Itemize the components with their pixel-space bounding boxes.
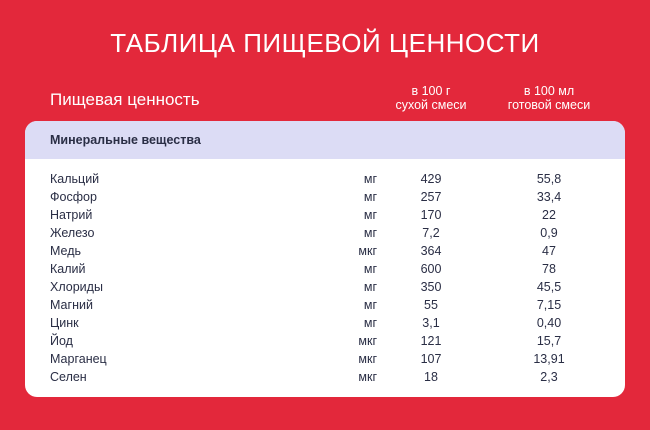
nutrient-name: Фосфор [50, 190, 97, 204]
nutrient-name: Натрий [50, 208, 93, 222]
value-dry: 18 [424, 370, 438, 384]
header-label: Пищевая ценность [50, 90, 200, 109]
table-rows [25, 171, 625, 387]
table-row [25, 351, 625, 369]
section-header [25, 121, 625, 159]
table-row [25, 261, 625, 279]
value-dry: 55 [424, 298, 438, 312]
unit-label: мг [363, 280, 377, 294]
column-header-dry-line1: в 100 г [411, 84, 451, 98]
value-dry: 257 [420, 190, 442, 204]
table-row [25, 297, 625, 315]
value-ready: 7,15 [536, 298, 562, 312]
table-row [25, 369, 625, 387]
value-ready: 0,40 [536, 316, 562, 330]
nutrient-name: Хлориды [50, 280, 103, 294]
value-ready: 0,9 [540, 226, 558, 240]
value-ready: 47 [542, 244, 556, 258]
nutrient-name: Селен [50, 370, 87, 384]
unit-label: мг [363, 262, 377, 276]
nutrient-name: Медь [50, 244, 82, 258]
table-row [25, 243, 625, 261]
table-row [25, 279, 625, 297]
value-ready: 2,3 [540, 370, 558, 384]
value-ready: 33,4 [536, 190, 562, 204]
value-dry: 350 [420, 280, 442, 294]
unit-label: мкг [358, 370, 377, 384]
table-row [25, 189, 625, 207]
column-header-ready [484, 84, 614, 112]
nutrient-name: Железо [50, 226, 95, 240]
value-dry: 3,1 [422, 316, 440, 330]
nutrient-name: Магний [50, 298, 93, 312]
value-ready: 13,91 [533, 352, 565, 366]
value-ready: 22 [542, 208, 556, 222]
value-dry: 429 [420, 172, 442, 186]
unit-label: мг [363, 298, 377, 312]
value-dry: 107 [420, 352, 442, 366]
unit-label: мг [363, 172, 377, 186]
value-ready: 45,5 [536, 280, 562, 294]
value-dry: 170 [420, 208, 442, 222]
section-title: Минеральные вещества [50, 133, 201, 147]
table-row [25, 207, 625, 225]
unit-label: мг [363, 190, 377, 204]
unit-label: мг [363, 316, 377, 330]
value-ready: 78 [542, 262, 556, 276]
table-row [25, 315, 625, 333]
value-ready: 15,7 [536, 334, 562, 348]
column-header-ready-line2: готовой смеси [507, 98, 591, 112]
table-row [25, 225, 625, 243]
value-dry: 121 [420, 334, 442, 348]
nutrient-name: Калий [50, 262, 86, 276]
value-dry: 600 [420, 262, 442, 276]
unit-label: мг [363, 226, 377, 240]
unit-label: мг [363, 208, 377, 222]
nutrient-name: Цинк [50, 316, 79, 330]
nutrient-name: Марганец [50, 352, 107, 366]
value-dry: 7,2 [422, 226, 440, 240]
page-title: ТАБЛИЦА ПИЩЕВОЙ ЦЕННОСТИ [110, 28, 540, 58]
nutrient-name: Кальций [50, 172, 100, 186]
table-row [25, 333, 625, 351]
table-row [25, 171, 625, 189]
column-header-dry [366, 84, 496, 112]
unit-label: мкг [358, 352, 377, 366]
unit-label: мкг [358, 334, 377, 348]
column-header-ready-line1: в 100 мл [523, 84, 575, 98]
value-dry: 364 [420, 244, 442, 258]
value-ready: 55,8 [536, 172, 562, 186]
nutrition-table-card [25, 121, 625, 397]
nutrient-name: Йод [50, 334, 73, 348]
column-header-dry-line2: сухой смеси [395, 98, 467, 112]
unit-label: мкг [358, 244, 377, 258]
